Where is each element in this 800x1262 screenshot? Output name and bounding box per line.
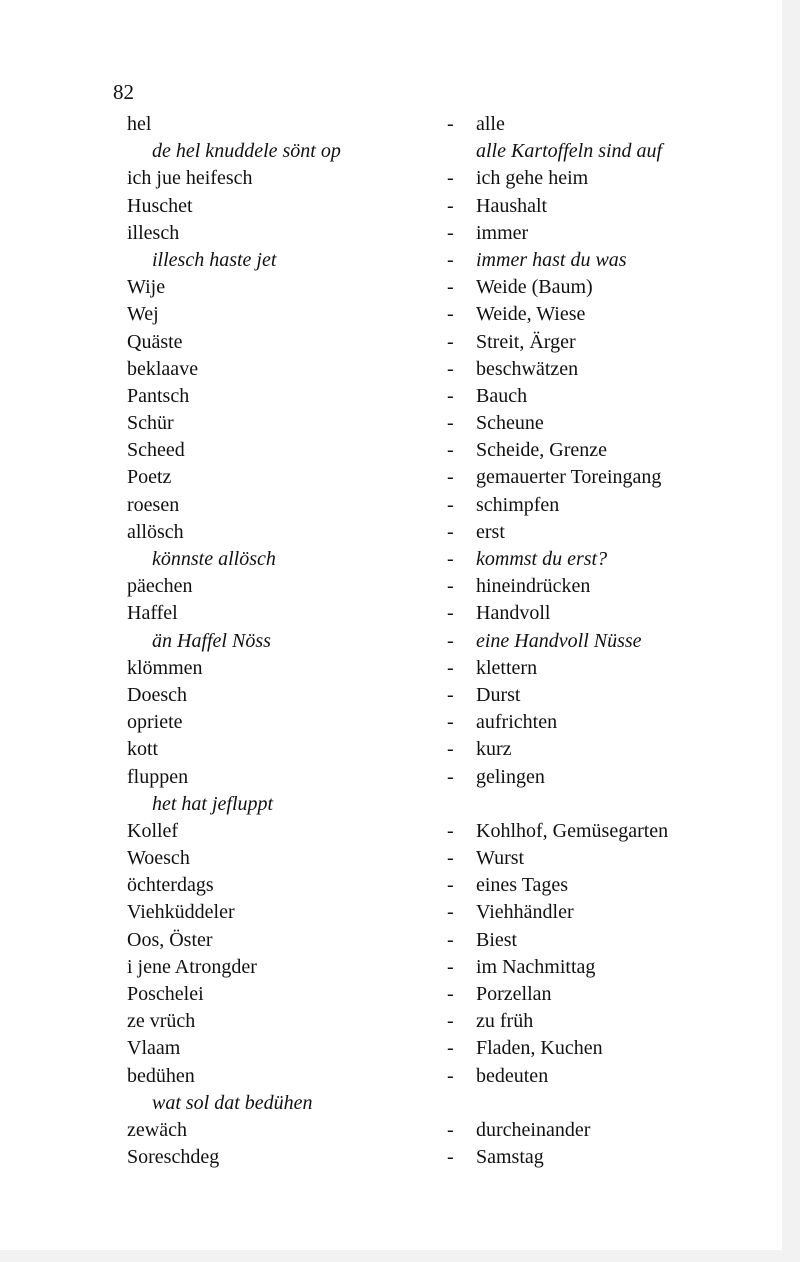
separator-dash: - [447,1146,454,1169]
dialect-term: Woesch [127,847,190,870]
dialect-term: ich jue heifesch [127,167,253,190]
example-dialect: könnste allösch [152,548,276,570]
separator-dash: - [447,1118,454,1141]
glossary-row [0,383,782,410]
german-meaning: Durst [476,683,521,706]
german-meaning: ich gehe heim [476,167,589,190]
example-translation: immer hast du was [476,248,627,271]
german-meaning: zu früh [476,1010,534,1033]
example-translation: kommst du erst? [476,548,608,570]
separator-dash: - [447,113,454,135]
glossary-row [0,437,782,464]
glossary-row [0,193,782,220]
separator-dash: - [447,276,454,299]
german-meaning: Porzellan [476,983,552,1005]
dialect-term: opriete [127,711,183,734]
glossary-row [0,301,782,328]
glossary-row [0,111,782,138]
separator-dash: - [447,221,454,244]
example-dialect: än Haffel Nöss [152,629,271,652]
glossary-row [0,600,782,627]
glossary-row [0,1117,782,1144]
german-meaning: Wurst [476,847,525,870]
separator-dash: - [447,983,454,1005]
glossary-row [0,845,782,872]
german-meaning: Scheide, Grenze [476,439,608,462]
separator-dash: - [447,629,454,652]
separator-dash: - [447,1010,454,1033]
german-meaning: Bauch [476,384,528,407]
separator-dash: - [447,1037,454,1060]
glossary-row [0,981,782,1008]
separator-dash: - [447,765,454,788]
dialect-term: Huschet [127,194,193,217]
separator-dash: - [447,466,454,489]
glossary-row [0,954,782,981]
example-dialect: wat sol dat bedühen [152,1091,313,1114]
glossary-row [0,356,782,383]
glossary-row [0,274,782,301]
separator-dash: - [447,548,454,570]
example-row [0,247,782,274]
separator-dash: - [447,819,454,842]
german-meaning: durcheinander [476,1118,591,1141]
example-translation: alle Kartoffeln sind auf [476,140,663,163]
german-meaning: gemauerter Toreingang [476,466,662,489]
dialect-term: Doesch [127,683,187,706]
german-meaning: schimpfen [476,493,560,516]
glossary-row [0,329,782,356]
german-meaning: beschwätzen [476,357,579,380]
example-dialect: illesch haste jet [152,248,277,271]
dialect-term: Wije [127,276,166,299]
separator-dash: - [447,683,454,706]
german-meaning: eines Tages [476,874,569,897]
dialect-term: ze vrüch [127,1010,196,1033]
glossary-row [0,764,782,791]
separator-dash: - [447,575,454,598]
separator-dash: - [447,493,454,516]
dialect-term: Pantsch [127,384,190,407]
dialect-term: beklaave [127,357,199,380]
separator-dash: - [447,167,454,190]
dialect-term: Wej [127,303,159,326]
separator-dash: - [447,330,454,353]
separator-dash: - [447,901,454,924]
dialect-term: bedühen [127,1064,195,1087]
german-meaning: hineindrücken [476,575,591,598]
german-meaning: Kohlhof, Gemüsegarten [476,819,669,842]
german-meaning: kurz [476,738,512,761]
glossary-row [0,464,782,491]
dialect-term: öchterdags [127,874,214,897]
glossary-row [0,682,782,709]
dialect-term: Vlaam [127,1037,181,1060]
german-meaning: Scheune [476,412,544,435]
dialect-term: Kollef [127,819,179,842]
german-meaning: Biest [476,928,518,951]
glossary-row [0,1063,782,1090]
german-meaning: erst [476,520,505,543]
example-row [0,546,782,573]
example-row [0,1090,782,1117]
separator-dash: - [447,928,454,951]
german-meaning: immer [476,221,529,244]
separator-dash: - [447,194,454,217]
glossary-row [0,519,782,546]
dialect-term: Viehküddeler [127,901,235,924]
dialect-term: Haffel [127,602,178,625]
separator-dash: - [447,602,454,625]
separator-dash: - [447,303,454,326]
dialect-term: illesch [127,221,180,244]
german-meaning: Weide, Wiese [476,303,586,326]
page-number: 82 [113,80,134,104]
separator-dash: - [447,1064,454,1087]
glossary-row [0,927,782,954]
example-dialect: de hel knuddele sönt op [152,140,341,163]
german-meaning: Fladen, Kuchen [476,1037,603,1060]
dialect-term: Scheed [127,439,185,462]
separator-dash: - [447,439,454,462]
glossary-row [0,899,782,926]
dialect-term: Poetz [127,466,172,489]
separator-dash: - [447,874,454,897]
glossary-row [0,492,782,519]
dialect-term: päechen [127,575,193,598]
dialect-term: allösch [127,520,184,543]
glossary-row [0,410,782,437]
example-row [0,628,782,655]
german-meaning: gelingen [476,765,545,788]
glossary-row [0,1008,782,1035]
german-meaning: bedeuten [476,1064,549,1087]
example-row [0,138,782,165]
separator-dash: - [447,847,454,870]
separator-dash: - [447,738,454,761]
german-meaning: Samstag [476,1146,544,1169]
german-meaning: Streit, Ärger [476,330,576,353]
dialect-term: kott [127,738,159,761]
glossary-row [0,872,782,899]
german-meaning: alle [476,113,505,135]
dialect-term: hel [127,113,152,135]
example-row [0,791,782,818]
separator-dash: - [447,384,454,407]
german-meaning: Haushalt [476,194,548,217]
dialect-term: i jene Atrongder [127,955,257,978]
example-translation: eine Handvoll Nüsse [476,629,642,652]
german-meaning: Weide (Baum) [476,276,593,299]
dialect-term: Schür [127,412,174,435]
separator-dash: - [447,711,454,734]
separator-dash: - [447,656,454,679]
dialect-term: roesen [127,493,180,516]
dialect-term: Poschelei [127,983,204,1005]
german-meaning: Handvoll [476,602,551,625]
glossary-row [0,736,782,763]
german-meaning: klettern [476,656,538,679]
dialect-term: Quäste [127,330,183,353]
example-dialect: het hat jefluppt [152,792,274,815]
glossary-row [0,709,782,736]
glossary-row [0,1144,782,1171]
glossary-row [0,165,782,192]
separator-dash: - [447,520,454,543]
separator-dash: - [447,955,454,978]
glossary-list [0,111,782,1171]
dialect-term: klömmen [127,656,203,679]
dialect-term: fluppen [127,765,189,788]
glossary-row [0,573,782,600]
separator-dash: - [447,357,454,380]
glossary-row [0,818,782,845]
glossary-row [0,1035,782,1062]
glossary-row [0,655,782,682]
dialect-term: Oos, Öster [127,928,213,951]
dialect-term: Soreschdeg [127,1146,220,1169]
separator-dash: - [447,412,454,435]
glossary-row [0,220,782,247]
german-meaning: Viehhändler [476,901,574,924]
german-meaning: im Nachmittag [476,955,596,978]
dialect-term: zewäch [127,1118,187,1141]
separator-dash: - [447,248,454,271]
german-meaning: aufrichten [476,711,558,734]
